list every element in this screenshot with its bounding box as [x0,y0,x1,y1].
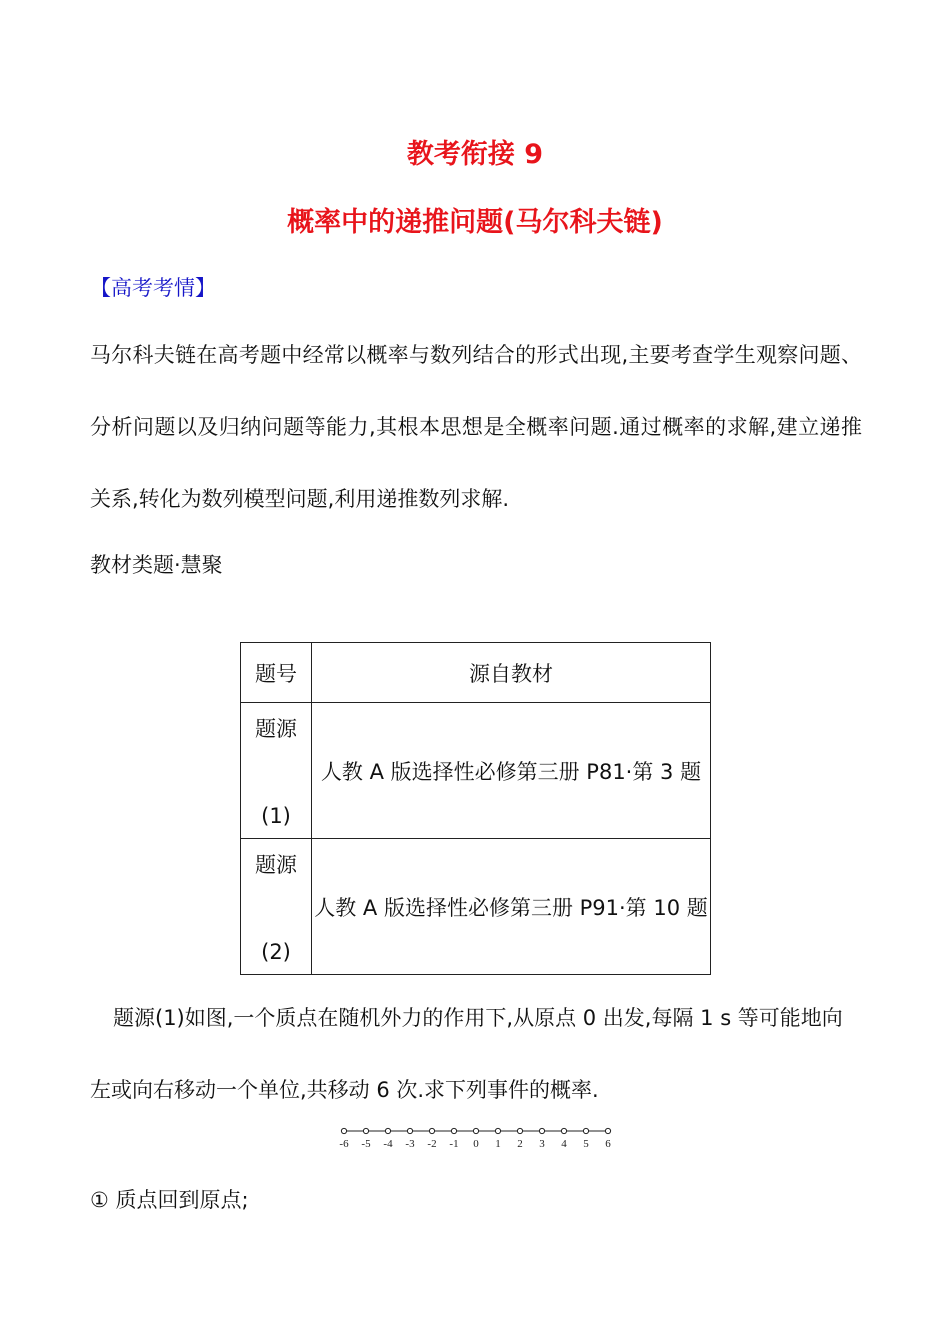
number-line-point [407,1128,412,1133]
number-line-point [583,1128,588,1133]
number-line-label: -4 [383,1138,393,1150]
table-header-cell: 源自教材 [312,643,711,703]
number-line-label: 6 [605,1138,611,1150]
problem-text: 题源(1)如图,一个质点在随机外力的作用下,从原点 0 出发,每隔 1 s 等可能地向左或向右移动一个单位,共移动 6 次.求下列事件的概率. [90,1006,843,1102]
number-line-label: 3 [539,1138,545,1150]
page-subtitle: 概率中的递推问题(马尔科夫链) [287,207,663,238]
table-id-cell [241,839,312,975]
table-header-cell: 题号 [241,643,312,703]
table-row [241,839,711,975]
id-bottom-text: (2) [261,940,291,964]
number-line-point [473,1128,478,1133]
number-line-figure [334,1124,619,1150]
id-bottom-text: (1) [261,804,291,828]
page-title: 教考衔接 9 [406,139,544,170]
number-line-label: -5 [361,1138,371,1150]
table-source-cell: 人教 A 版选择性必修第三册 P91·第 10 题 [312,839,711,975]
number-line-label: 1 [495,1138,501,1150]
number-line-label: -6 [339,1138,349,1150]
table-row [241,703,711,839]
number-line-label: 5 [583,1138,589,1150]
number-line-point [363,1128,368,1133]
table-source-cell: 人教 A 版选择性必修第三册 P81·第 3 题 [312,703,711,839]
number-line-point [451,1128,456,1133]
number-line-point [605,1128,610,1133]
intro-paragraph: 马尔科夫链在高考题中经常以概率与数列结合的形式出现,主要考查学生观察问题、分析问题以及归纳问题等能力,其根本思想是全概率问题.通过概率的求解,建立递推关系,转化为数列模型问题,利用递推数列求解. [90,343,862,511]
id-top-text: 题源 [255,853,297,877]
textbook-label: 教材类题·慧聚 [90,553,223,577]
number-line-label: 4 [561,1138,567,1150]
number-line-point [539,1128,544,1133]
number-line-label: -1 [449,1138,459,1150]
number-line-point [429,1128,434,1133]
question-item-1: ① 质点回到原点; [90,1188,249,1212]
source-table [240,642,711,975]
number-line-label: 0 [473,1138,479,1150]
section-label: 【高考考情】 [90,276,216,300]
table-id-cell [241,703,312,839]
number-line-label: -3 [405,1138,415,1150]
number-line-point [517,1128,522,1133]
number-line-label: -2 [427,1138,437,1150]
number-line-point [495,1128,500,1133]
number-line-label: 2 [517,1138,523,1150]
number-line-point [385,1128,390,1133]
number-line-point [341,1128,346,1133]
number-line-point [561,1128,566,1133]
id-top-text: 题源 [255,717,297,741]
table-header-row [241,643,711,703]
